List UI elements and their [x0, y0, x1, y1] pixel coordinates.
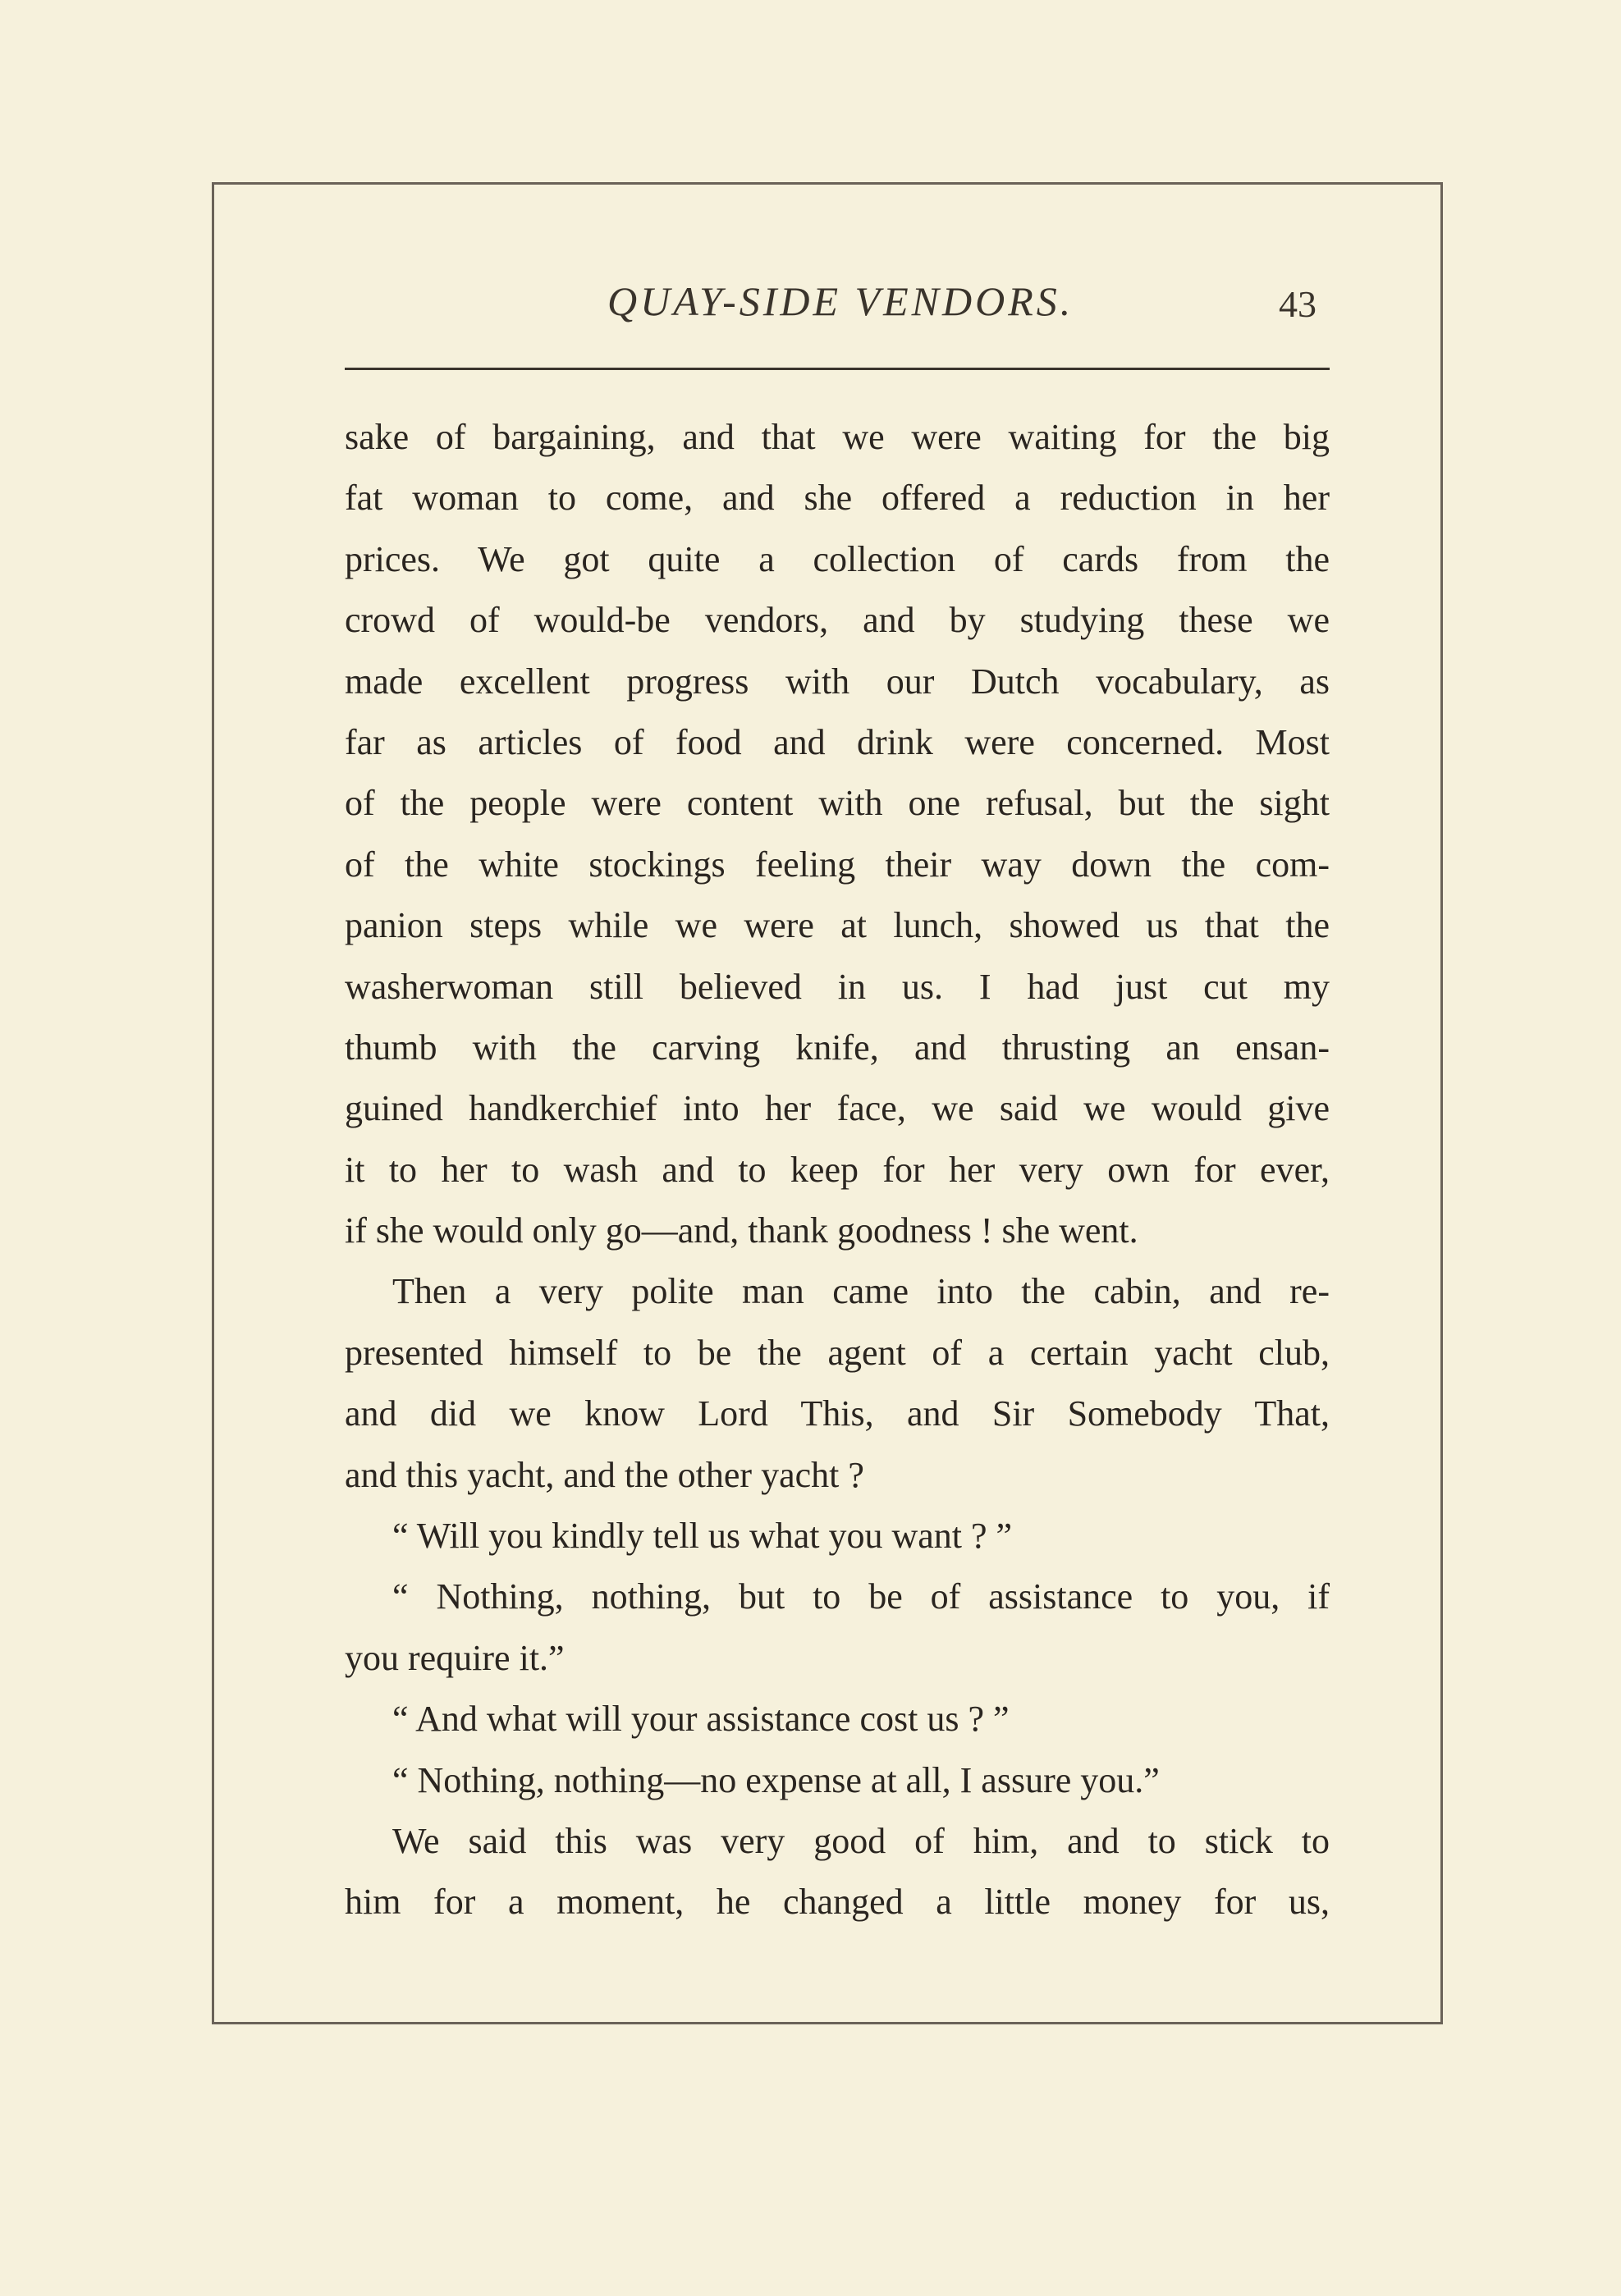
text-line: of the white stockings feeling their way down the com-	[345, 844, 1330, 885]
text-line: washerwoman still believed in us. I had just cut my	[345, 966, 1330, 1007]
running-title: QUAY-SIDE VENDORS.	[607, 278, 1074, 324]
text-line: crowd of would-be vendors, and by studying these we	[345, 600, 1330, 641]
text-line: “ Will you kindly tell us what you want ? ”	[392, 1516, 1013, 1557]
text-line: Then a very polite man came into the cabin, and re-	[392, 1271, 1330, 1312]
text-line: sake of bargaining, and that we were waiting for the big	[345, 417, 1330, 457]
text-line: “ Nothing, nothing, but to be of assistance to you, if	[392, 1576, 1330, 1617]
text-line: fat woman to come, and she offered a reduction in her	[345, 478, 1330, 519]
text-line: prices. We got quite a collection of cards from the	[345, 538, 1330, 579]
text-line: it to her to wash and to keep for her very own for ever,	[345, 1149, 1330, 1190]
text-line: of the people were content with one refusal, but the sight	[345, 783, 1330, 824]
text-line: panion steps while we were at lunch, showed us that the	[345, 905, 1330, 946]
text-line: him for a moment, he changed a little money for us,	[345, 1882, 1330, 1923]
text-line: “ And what will your assistance cost us ? ”	[392, 1699, 1010, 1740]
text-line: far as articles of food and drink were concerned. Most	[345, 721, 1330, 762]
text-line: “ Nothing, nothing—no expense at all, I assure you.”	[392, 1759, 1160, 1800]
text-line: guined handkerchief into her face, we said we would give	[345, 1088, 1330, 1129]
text-line: presented himself to be the agent of a certain yacht club,	[345, 1332, 1330, 1373]
text-line: made excellent progress with our Dutch vocabulary, as	[345, 661, 1330, 702]
text-line: and this yacht, and the other yacht ?	[345, 1454, 864, 1495]
text-line: if she would only go—and, thank goodness ! she went.	[345, 1210, 1138, 1251]
text-line: thumb with the carving knife, and thrusting an ensan-	[345, 1027, 1330, 1068]
page-number: 43	[1279, 283, 1316, 325]
text-line: you require it.”	[345, 1637, 565, 1678]
text-line: and did we know Lord This, and Sir Somebody That,	[345, 1393, 1330, 1434]
text-line: We said this was very good of him, and to stick to	[392, 1820, 1330, 1861]
page-header	[345, 277, 1330, 343]
body-text	[345, 407, 1330, 1933]
header-rule	[345, 368, 1330, 370]
